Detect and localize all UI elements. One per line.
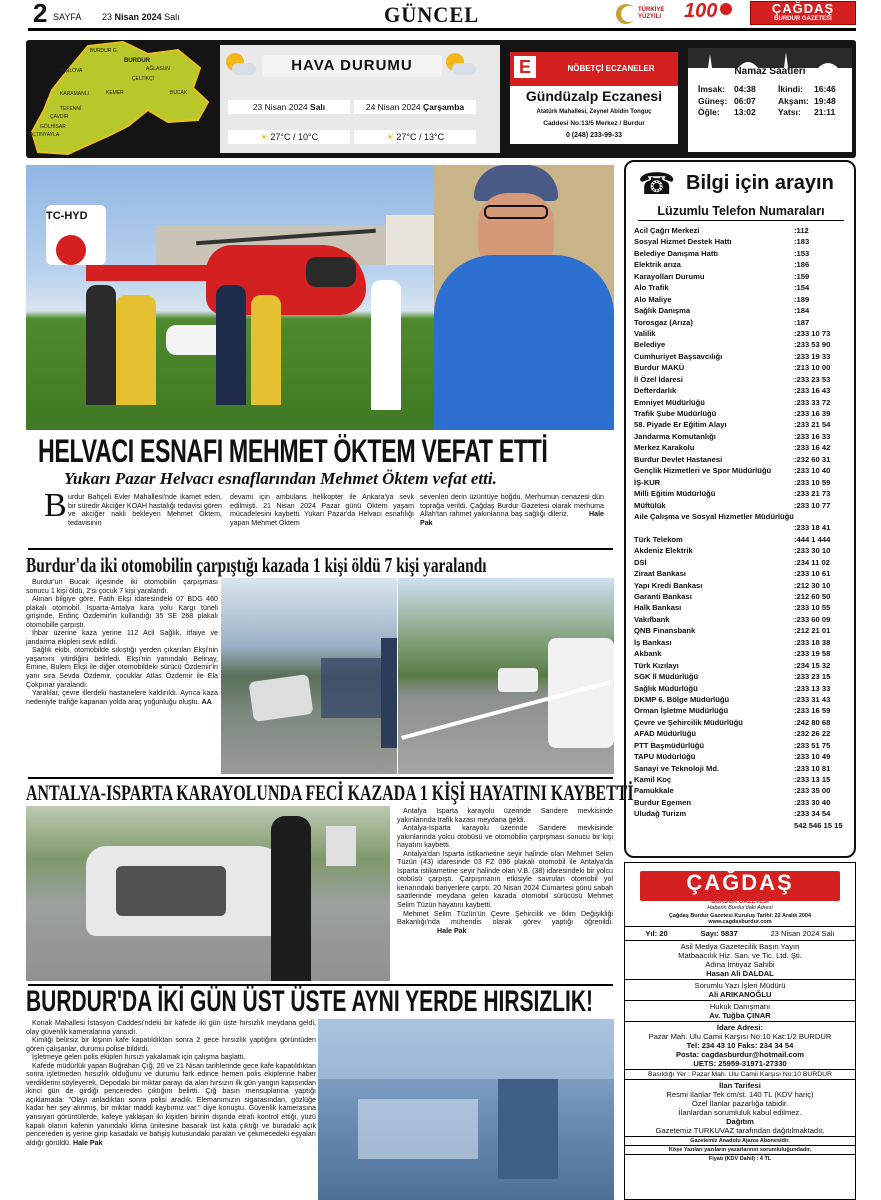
imprint-web: www.cagdasburdur.com [708, 919, 772, 925]
day2-date-text: 24 Nisan 2024 [365, 102, 421, 112]
phone-row [634, 740, 848, 751]
day2-temp-text: 27°C / 13°C [396, 132, 445, 142]
phone-row [634, 557, 848, 568]
phone-row [634, 500, 848, 511]
prayer-panel [688, 48, 852, 152]
ogle-label: Öğle: [698, 107, 720, 117]
phone-row [634, 362, 848, 373]
imprint-ads-3: İlanlardan sorumluluk kabul edilmez. [678, 1108, 802, 1117]
pharmacy-e-icon: E [514, 56, 536, 78]
phone-row-number: :233 13 33 [794, 683, 831, 693]
phone-row-number: :112 [794, 226, 809, 235]
phone-row-label: Kamil Koç [634, 775, 672, 784]
phone-row-label: Acil Çağrı Merkezi [634, 226, 700, 235]
imprint-price: Fiyatı (KDV Dahil) : 4 TL [708, 1156, 772, 1162]
page-label: SAYFA [53, 12, 82, 22]
phone-row-number: :153 [794, 248, 810, 258]
phone-row [634, 683, 848, 694]
town-label: GÖLHİSAR [40, 124, 66, 130]
phone-row-label: Aile Çalışma ve Sosyal Hizmetler Müdürlüğü [634, 511, 794, 521]
phone-row-label: Akdeniz Elektrik [634, 546, 693, 556]
imprint-address: Pazar Mah. Ulu Camii Karşısı No:10 Kat:1/2 BURDUR [648, 1032, 832, 1041]
phone-row-number: :233 33 72 [794, 397, 831, 407]
town-label: KARAMANLI [60, 91, 89, 97]
phone-row-label: Belediye Danışma Hattı [634, 248, 718, 258]
day2-temp [354, 130, 476, 144]
phone-row [634, 305, 848, 316]
weather-panel [220, 45, 500, 153]
story4-para: Konak Mahallesi İstasyon Caddesi'ndeki bir kafede iki gün üste hırsızlık meydana geldi, olay güvenlik kameralarına yansıdı. [26, 1019, 316, 1036]
phone-row-label: Yapı Kredi Bankası [634, 580, 703, 590]
helicopter-photo [26, 165, 614, 430]
phone-row-number: :233 10 40 [794, 466, 831, 476]
phone-row-number: :233 19 33 [794, 351, 831, 361]
phone-row [634, 694, 848, 705]
phone-row-number: 542 546 15 15 [794, 820, 843, 830]
phone-row-number: :159 [794, 271, 810, 281]
phone-row-label: Vakıfbank [634, 614, 670, 624]
phone-row-label: Valilik [634, 328, 656, 338]
phone-row-label: Müftülük [634, 500, 666, 510]
cagdas-header-logo [750, 1, 856, 25]
phone-row-label: Alo Maliye [634, 294, 672, 304]
phone-row [634, 339, 848, 350]
story3-para: Antalya-Isparta karayolu üzerinde Sarıdere mevkisinde yakınlarında yolcu otobüsü ve otomobilin çarpışması sonucu bir kişi hayatını kaybetti. [397, 824, 613, 850]
phone-row-number: :233 16 33 [794, 431, 831, 441]
phone-row [634, 660, 848, 671]
phone-row [634, 591, 848, 602]
phone-row [634, 717, 848, 728]
aksam-time: 19:48 [814, 95, 836, 106]
ikindi-label: İkindi: [778, 84, 804, 94]
phone-row-label: DSİ [634, 557, 647, 567]
phone-row-number: :233 10 77 [794, 500, 831, 510]
yatsi-time: 21:11 [814, 107, 836, 117]
phone-row [634, 774, 848, 785]
phone-row-number: :186 [794, 260, 810, 270]
imprint-motto: Haberin Burdur'daki Adresi [707, 905, 773, 911]
phone-row-number: :233 34 54 [794, 809, 831, 819]
phone-row [634, 385, 848, 396]
cagdas-logo-text: ÇAĞDAŞ [771, 1, 835, 16]
prayer-title: Namaz Saatleri [734, 66, 806, 77]
day1-date-text: 23 Nisan 2024 [252, 102, 308, 112]
sun-icon: ☀ [385, 132, 394, 142]
imprint-email: Posta: cagdasburdur@hotmail.com [675, 1050, 805, 1059]
story2-para: Alınan bilgiye göre, Fatih Ekşi idaresindeki 07 BDG 460 plakalı otomobil, Isparta-Antalya kara yolu Kargı tüneli girişinde, Erdinç Özdemir'in kullandığı 35 SE 268 plakalı otomobille çarpıştı. [26, 595, 218, 629]
pharmacy-panel [510, 52, 678, 144]
town-label: ÇELTİKÇİ [132, 76, 155, 82]
phone-row-number: :233 18 41 [794, 523, 831, 533]
imprint-editor: Ali ARIKANOĞLU [708, 990, 772, 999]
sun-icon: ☀ [259, 132, 268, 142]
phone-row [634, 351, 848, 362]
imprint-date: 23 Nisan 2024 Salı [770, 929, 835, 938]
imprint-year: Yıl: 20 [645, 929, 668, 938]
imprint-uets: UETS: 25959-31971-27330 [693, 1059, 787, 1068]
100-years-logo [684, 0, 740, 26]
phone-row [634, 294, 848, 305]
phone-row-number: :183 [794, 237, 810, 247]
phone-row [634, 808, 848, 819]
phone-list [634, 225, 848, 831]
imprint-logo [640, 871, 840, 901]
imprint-dist: Gazetemiz TURKUVAZ tarafından dağıtılmaktadır. [655, 1126, 825, 1135]
phone-row [634, 820, 848, 831]
crash-photo-2 [398, 578, 614, 774]
phone-icon: ☎ [638, 168, 676, 201]
phone-row [634, 282, 848, 293]
imprint-address-label: İdare Adresi: [716, 1023, 764, 1032]
date-year: 2024 [141, 12, 162, 22]
phone-row-label: Akbank [634, 649, 662, 659]
phone-row-number: :233 51 75 [794, 740, 831, 750]
imprint-owner: Hasan Ali DALDAL [706, 969, 774, 978]
phone-row-label: İl Özel İdaresi [634, 374, 683, 384]
phone-row-label: Sağlık Danışma [634, 306, 691, 316]
date-day: 23 [102, 12, 113, 22]
turkiye-yuzyili-logo [616, 2, 678, 26]
story1-subhead: Yukarı Pazar Helvacı esnaflarından Mehmet Öktem vefat etti. [64, 469, 497, 488]
phone-row [634, 522, 848, 533]
phone-row-label: Halk Bankası [634, 603, 682, 613]
day2-weekday: Çarşamba [423, 102, 465, 112]
phone-row-number: :233 10 81 [794, 763, 831, 773]
imprint-member: Gazetemiz Anadolu Ajansı Abonesidir. [690, 1138, 790, 1144]
weather-title: HAVA DURUMU [262, 55, 442, 77]
phone-row-label: DKMP 6. Bölge Müdürlüğü [634, 694, 730, 704]
imprint-founded: Çağdaş Burdur Gazetesi Kuruluş Tarihi: 22 Aralık 2004 [668, 913, 812, 919]
phone-row-number: :233 10 49 [794, 752, 831, 762]
story2-para: Sağlık ekibi, otomobilde sıkıştığı yerden çıkarılan Ekşi'nin yaşamını yitirdiğini belirledi. Ekşi'nin yanındaki Belinay, Emine, Bulem Ekşi ile diğer otomobildeki sürücü Özdemir'in yanı sıra Sevda Özdemir, çocuklar Atlas Özdemir ile Ela Çokpınar yaralandı. [26, 646, 218, 689]
day1-temp-text: 27°C / 10°C [270, 132, 319, 142]
town-label: AĞLASUN [146, 66, 170, 72]
phone-row-number: :233 16 43 [794, 386, 831, 396]
sun-cloud-icon [222, 53, 256, 77]
phone-row-label: TAPU Müdürlüğü [634, 752, 696, 762]
story1-headline: HELVACI ESNAFI MEHMET ÖKTEM VEFAT ETTİ [38, 433, 548, 469]
phone-row-label: Gençlik Hizmetleri ve Spor Müdürlüğü [634, 466, 772, 476]
phone-row-number: :187 [794, 317, 810, 327]
imprint-ads-2: Özel İlanlar pazarlığa tabidir. [691, 1099, 789, 1108]
story4-para: Kafede müdürlük yapan Buğrahan Çığ, 20 ve 21 Nisan tarihlerinde gece kafe kapatıldıktan sonra işletmeden hırsızlık olduğunu ve durumu fark edince hemen polis ekiplerine haber verdiklerini söyleyerek, Depodaki bir miktar parayı da alan hırsızın ilk gün yangın kapısından ikinci gün de girdiği pencereden çıktığını belirtti. Çığ basın mensuplarına yaptığı açıklamada: "Olayı anladıktan sonra polisi aradık. Elemanımızın sigarasından, gözlüğe kadar her şey alınmış, bir miktar maddi kaybımız var." diye konuştu. Güvenlik kamerasına yansıyan görüntülerde, kafeye yaklaşan iki kişiden birinin dışında etrafı kontrol ettiği, yüzü kapalı olanın kafenin yanındaki klima ünitesine basarak üst kata çıktığı ve buradaki açık pencereden iş yerine girip kasadaki ve bahşiş kutusundaki paraları ve çekmecedeki eşyaları aldığı görüldü. [26, 1061, 316, 1147]
phone-row [634, 763, 848, 774]
phone-row [634, 751, 848, 762]
story4-para: Kimliği belirsiz bir kişinin kafe kapatıldıktan sonra 2 gece hırsızlık yaptığını görüntüden gören çalışanlar, durumu polise bildirdi. [26, 1036, 316, 1053]
phone-row [634, 431, 848, 442]
phone-row-label: İŞ-KUR [634, 477, 661, 487]
phone-row [634, 408, 848, 419]
phone-row-number: :233 60 09 [794, 614, 831, 624]
phone-row [634, 671, 848, 682]
phone-row-number: :233 16 39 [794, 409, 831, 418]
story1-col2: devamı için ambulans helikopter ile Ankara'ya sevk edilmişti. 21 Nisan 2024 Pazar günü Öktem yaşam mücadelesini kaybetti. Yukarı Pazar'da Helvacı esnafılığı yapan Mehmet Öktem [230, 493, 414, 527]
town-label: BURDUR [124, 58, 150, 64]
date-weekday: Salı [164, 12, 180, 22]
phone-row-number: :212 21 01 [794, 626, 831, 636]
phone-row-number: :233 10 59 [794, 477, 831, 487]
phone-row-number: :233 30 10 [794, 546, 831, 556]
sun-cloud-icon [442, 53, 476, 77]
heli-registration: TC-HYD [46, 210, 88, 222]
phone-row [634, 488, 848, 499]
phone-row [634, 248, 848, 259]
pharmacy-name: Gündüzalp Eczanesi [525, 88, 663, 104]
phone-row-number: :233 23 15 [794, 672, 831, 682]
divider [28, 548, 613, 550]
phone-row-number: :233 10 61 [794, 569, 831, 579]
imprint-tel: Tel: 234 43 10 Faks: 234 34 54 [686, 1041, 794, 1050]
aksam-label: Akşam: [778, 95, 809, 106]
phone-row-label: 58. Piyade Er Eğitim Alayı [634, 420, 727, 430]
phone-row-number: :234 15 32 [794, 660, 831, 670]
story2-para: Yaralılar, çevre illerdeki hastanelere kaldırıldı. Ayrıca kaza nedeniyle trafiğe kapanan yolda araç yoğunluğu oluştu. [26, 689, 218, 706]
phone-row-number: :233 21 73 [794, 489, 831, 499]
phone-row [634, 236, 848, 247]
phone-row-number: :444 1 444 [794, 534, 831, 544]
day1-date [228, 100, 350, 114]
phone-row-number: :189 [794, 294, 810, 304]
phone-row-number: :233 16 59 [794, 706, 831, 716]
phone-row [634, 374, 848, 385]
imprint-logo-sub: BURDUR GAZETESİ [711, 899, 769, 905]
phone-row-label: Uludağ Turizm [634, 809, 687, 819]
phone-row-number: :233 19 58 [794, 649, 831, 659]
imprint-ads-1: Resmi İlanlar Tek cm/st. 140 TL (KDV hariç) [666, 1090, 814, 1099]
story3-para: Antalya'dan Isparta istikametine seyir halinde olan Mehmet Selim Tüzün (43) idaresinde 03 FZ 096 plakalı otomobil ile Antalya'da Isparta istikametine seyir halinde olan V.B. (38) idaresindeki bir yolcu otobüsü çarpıştı. Çarpışmanın etkisiyle savrulan otomobil yol kenarındaki bariyerlere çarptı. 20 Nisan 2024 Cumartesi günü sabah saatlerinde meydana gelen kazada otomobil sürücüsü Mehmet Selim Tüzün hayatını kaybetti. [397, 849, 613, 910]
phone-row-label: Orman İşletme Müdürlüğü [634, 706, 729, 716]
phone-row [634, 454, 848, 465]
header-rule [28, 28, 856, 31]
town-label: BURDUR G. [90, 48, 119, 54]
phone-row-number: :212 60 50 [794, 592, 831, 601]
phone-row-label: Sağlık Müdürlüğü [634, 683, 698, 693]
phone-row-number: :213 10 00 [794, 363, 831, 373]
phone-row [634, 511, 848, 522]
town-label: ÇAVDIR [50, 114, 69, 120]
story3-body [397, 807, 613, 935]
phone-row-number: :232 26 22 [794, 729, 831, 739]
story1-col1: urdur Bahçeli Evler Mahallesi'nde ikamet eden, bir süredir Akciğer KOAH hastalığı tedavisi gören ve akciğer nakli bekleyen Mehmet Öktem, tedavisinin [68, 493, 222, 527]
phone-row [634, 259, 848, 270]
phone-row-label: Ziraat Bankası [634, 569, 686, 579]
phone-row [634, 614, 848, 625]
phone-row [634, 728, 848, 739]
phone-row [634, 442, 848, 453]
phone-row-label: PTT Başmüdürlüğü [634, 740, 705, 750]
phone-row [634, 419, 848, 430]
phone-row-number: :233 10 55 [794, 603, 831, 613]
ty-text: TÜRKİYE YÜZYILI [638, 7, 665, 20]
phone-row-label: Burdur Devlet Hastanesi [634, 454, 723, 464]
phone-row-number: :232 60 31 [794, 454, 831, 464]
phone-row-label: Trafik Şube Müdürlüğü [634, 409, 717, 418]
story2-body [26, 578, 218, 706]
town-label: BUCAK [170, 90, 188, 96]
phone-row-label: QNB Finansbank [634, 626, 696, 636]
phone-row-label: Cumhuriyet Başsavcılığı [634, 351, 723, 361]
phone-row-label: AFAD Müdürlüğü [634, 729, 697, 739]
story3-para: Antalya Isparta karayolu üzerinde Sarıdere mevkisinde yakınlarında trafik kazası meydana geldi. [397, 807, 613, 824]
story2-para: Burdur'un Bucak ilçesinde iki otomobilin çarpışması sonucu 1 kişi öldü, 2'si çocuk 7 kişi yaralandı. [26, 578, 218, 595]
pharmacy-phone: 0 (248) 233-99-33 [565, 132, 623, 139]
imprint-publisher-2: Matbaacılık Hiz. San. ve Tic. Ltd. Şti. [678, 951, 802, 960]
phone-row-number: :233 53 90 [794, 340, 831, 350]
imprint-legal-label: Hukuk Danışmanı [709, 1002, 771, 1011]
divider [28, 777, 613, 779]
phone-row-number: :233 31 43 [794, 694, 831, 704]
phone-row [634, 580, 848, 591]
phone-row-number: :233 13 15 [794, 775, 831, 784]
phone-row-label: Defterdarlık [634, 386, 677, 396]
phone-row-label: Merkez Karakolu [634, 443, 695, 453]
phone-row-label: Burdur Egemen [634, 797, 691, 807]
imprint-print: Basıldığı Yer : Pazar Mah. Ulu Camii Karşısı No:10 BURDUR [648, 1071, 832, 1078]
imprint-editor-label: Sorumlu Yazı İşleri Müdürü [694, 981, 786, 990]
phone-row [634, 328, 848, 339]
story1-author: Hale Pak [420, 510, 604, 527]
phone-row-label: Burdur MAKÜ [634, 363, 685, 373]
phone-row-number [794, 511, 848, 522]
security-camera-photo [318, 1019, 614, 1200]
logo-100-text: 100 [684, 0, 718, 22]
ogle-time: 13:02 [734, 107, 756, 117]
page-number: 2 [33, 0, 48, 28]
imprint-ads-label: İlan Tarifesi [719, 1081, 761, 1090]
phone-row [634, 397, 848, 408]
phone-row-label: Garanti Bankası [634, 592, 692, 601]
imprint-logo-text: ÇAĞDAŞ [686, 870, 794, 895]
pharmacy-title: NÖBETÇİ ECZANELER [567, 64, 655, 73]
phone-row [634, 534, 848, 545]
story3-headline: ANTALYA-ISPARTA KARAYOLUNDA FECİ KAZADA 1 KİŞİ HAYATINI KAYBETTİ [26, 780, 634, 805]
phone-row [634, 465, 848, 476]
phone-row-number: :233 10 73 [794, 328, 831, 338]
phone-row-label: Elektrik arıza [634, 260, 681, 270]
gunes-time: 06:07 [734, 95, 756, 106]
story3-para: Mehmet Selim Tüzün'ün Çevre Şehircilik ve İklim Değişikliği Bakanlığı'nda mühendis olarak görev yaptığı öğrenildi. [397, 909, 613, 927]
phone-row [634, 271, 848, 282]
story2-para: İhbar üzerine kaza yerine 112 Acil Sağlık, itfaiye ve jandarma ekipleri sevk edildi. [26, 629, 218, 646]
phone-row [634, 705, 848, 716]
phone-panel-title: Bilgi için arayın [686, 172, 834, 194]
imprint-dist-label: Dağıtım [726, 1117, 754, 1126]
phone-row [634, 602, 848, 613]
town-label: KEMER [106, 90, 124, 96]
story1-col3-text: sevenleri derin üzüntüye boğdu. Merhumun cenazesi dün toprağa verildi. Çağdaş Burdur Gazetesi olarak merhuma Allah'tan rahmet yakınlarına baş sağlığı dileriz. [420, 493, 604, 519]
phone-row [634, 625, 848, 636]
imprint-publisher-1: Asil Medya Gazetecilik Basın Yayın [680, 942, 800, 951]
imprint-legal: Av. Tuğba ÇINAR [709, 1011, 771, 1020]
phone-row [634, 568, 848, 579]
story1-dropcap: B [44, 487, 67, 524]
story4-author: Hale Pak [72, 1138, 103, 1147]
story4-para: İşletmeye gelen polis ekipleri hırsızı yakalamak için çalışma başlattı. [32, 1053, 246, 1062]
phone-row-number: :233 18 38 [794, 637, 831, 647]
phone-row-number: :233 16 42 [794, 443, 831, 453]
story1-col3 [420, 493, 604, 527]
phone-row-number: :233 35 00 [794, 786, 831, 796]
phone-row [634, 637, 848, 648]
phone-row-number: :154 [794, 283, 810, 293]
phone-row-label: Alo Trafik [634, 283, 669, 293]
phone-row-number: :184 [794, 306, 810, 316]
phone-row-label: İş Bankası [634, 637, 672, 647]
town-label: TEFENNİ [60, 106, 82, 112]
burdur-map [28, 40, 218, 158]
day1-temp [228, 130, 350, 144]
phone-row-label: Sosyal Hizmet Destek Hattı [634, 237, 732, 247]
crash-photo-1 [221, 578, 397, 774]
pharmacy-address-2: Caddesi No:13/5 Merkez / Burdur [543, 120, 645, 127]
phone-row-label: Jandarma Komutanlığı [634, 431, 716, 441]
ikindi-time: 16:46 [814, 84, 836, 94]
town-label: ALTINYAYLA [30, 132, 60, 138]
phone-row [634, 225, 848, 236]
phone-row [634, 545, 848, 556]
phone-row [634, 797, 848, 808]
phone-row [634, 648, 848, 659]
phone-row-label: Milli Eğitim Müdürlüğü [634, 489, 716, 499]
phone-row-number: :212 30 10 [794, 580, 831, 590]
story2-headline: Burdur'da iki otomobilin çarpıştığı kazada 1 kişi öldü 7 kişi yaralandı [26, 553, 487, 577]
phone-row-number: :242 80 68 [794, 717, 831, 727]
story3-author: Hale Pak [437, 926, 467, 935]
phone-row-label: Çevre ve Şehircilik Müdürlüğü [634, 717, 743, 727]
crash-photo-3 [26, 806, 390, 981]
phone-row [634, 785, 848, 796]
story4-body [26, 1019, 316, 1147]
imsak-time: 04:38 [734, 84, 756, 94]
phone-panel-subtitle: Lüzumlu Telefon Numaraları [638, 204, 844, 221]
imprint-issue: Sayı: 5837 [700, 929, 738, 938]
phone-row-number: :233 30 40 [794, 797, 831, 807]
story2-source: AA [201, 697, 212, 706]
gunes-label: Güneş: [698, 95, 728, 106]
cagdas-logo-sub: BURDUR GAZETESİ [774, 16, 832, 22]
phone-row-label: SGK İl Müdürlüğü [634, 672, 699, 682]
phone-row-number: :233 23 53 [794, 374, 831, 384]
phone-row-label: Pamukkale [634, 786, 674, 796]
imprint-responsibility: Köşe Yazıları yazıların yazarlarının sorumluluğundadır. [668, 1147, 812, 1153]
phone-row-label: Karayolları Durumu [634, 271, 705, 281]
pharmacy-address-1: Atatürk Mahallesi, Zeynel Abidin Tonguç [536, 109, 652, 115]
phone-row-label: Torosgaz (Arıza) [634, 317, 693, 327]
phone-row-label: Belediye [634, 340, 666, 350]
phone-row [634, 477, 848, 488]
mehmet-oktem-portrait [434, 165, 614, 430]
town-label: YEŞİLOVA [58, 68, 83, 74]
imprint-box [624, 862, 856, 1200]
phone-row-label: Emniyet Müdürlüğü [634, 397, 705, 407]
day1-weekday: Salı [310, 102, 326, 112]
imprint-owner-label: Adına İmtiyaz Sahibi [705, 960, 775, 969]
phone-row-number: :233 21 54 [794, 420, 831, 430]
phone-row-number: :234 11 02 [794, 557, 830, 567]
story4-headline: BURDUR'DA İKİ GÜN ÜST ÜSTE AYNI YERDE HIRSIZLIK! [26, 985, 593, 1018]
day2-date [354, 100, 476, 114]
yatsi-label: Yatsı: [778, 107, 801, 117]
phone-row-label: Sanayi ve Teknoloji Md. [634, 763, 720, 773]
section-title: GÜNCEL [384, 2, 480, 27]
imsak-label: İmsak: [698, 84, 725, 94]
phone-row-label: Türk Telekom [634, 534, 683, 544]
phone-row [634, 317, 848, 328]
phone-row-label: Türk Kızılayı [634, 660, 679, 670]
date-month: Nisan [114, 12, 140, 22]
header-date [102, 12, 180, 22]
